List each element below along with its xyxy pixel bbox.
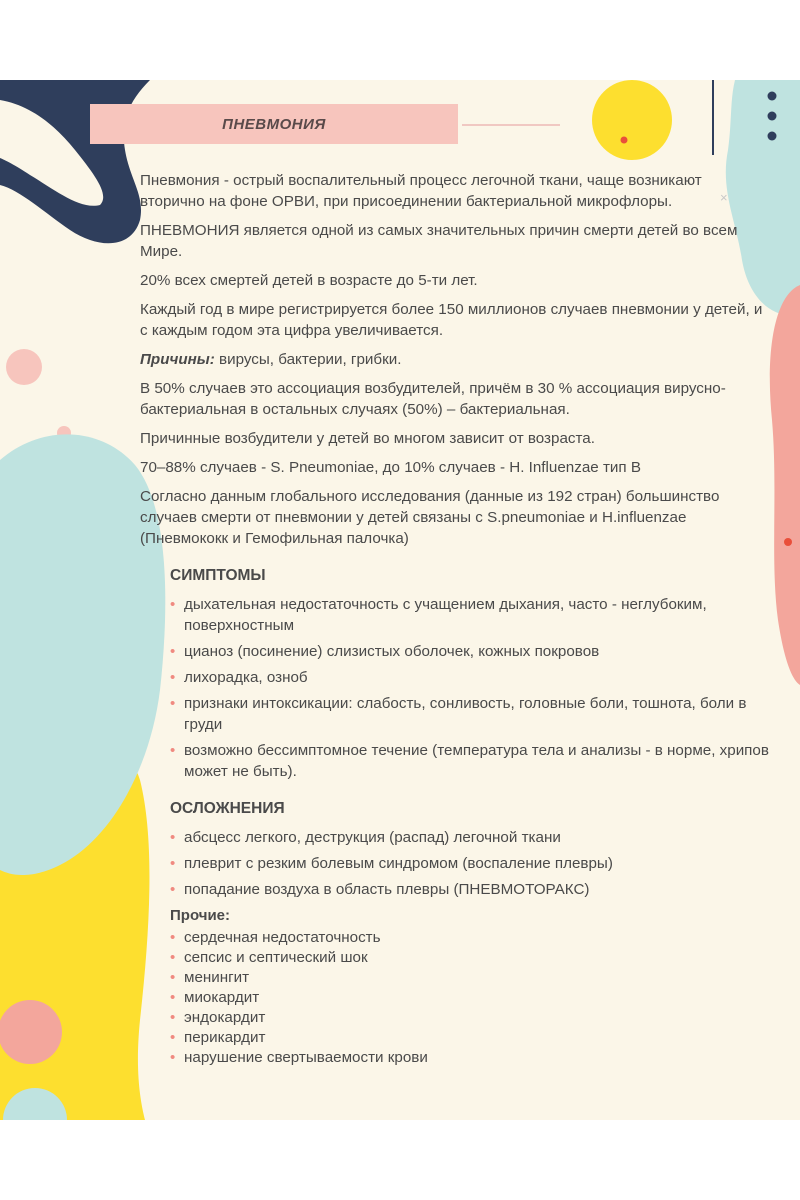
list-item: • нарушение свертываемости крови xyxy=(170,1048,770,1068)
pink-blob-right xyxy=(770,285,800,685)
title-banner xyxy=(90,104,458,144)
causes-text: вирусы, бактерии, грибки. xyxy=(214,351,402,368)
paragraph: Согласно данным глобального исследования (данные из 192 стран) большинство случаев смерти от пневмонии у детей связаны с S.pneumoniae и H.influenzae (Пневмококк и Гемофильная палочка) xyxy=(140,488,720,547)
cross-mark: × xyxy=(720,190,728,205)
list-item: • лихорадка, озноб xyxy=(170,667,770,688)
list-item: • перикардит xyxy=(170,1028,770,1048)
symptoms-heading: СИМПТОМЫ xyxy=(170,567,266,584)
symptoms-list xyxy=(170,594,770,782)
other-complications-list xyxy=(170,928,770,1068)
list-item: • абсцесс легкого, деструкция (распад) легочной ткани xyxy=(170,827,770,848)
causes-paragraph xyxy=(140,349,770,370)
poster xyxy=(0,80,800,1120)
list-item: • миокардит xyxy=(170,988,770,1008)
list-item: • сепсис и септический шок xyxy=(170,948,770,968)
navy-dot-2 xyxy=(768,112,777,121)
paragraph: ПНЕВМОНИЯ является одной из самых значительных причин смерти детей во всем Мире. xyxy=(140,222,738,260)
list-item: • эндокардит xyxy=(170,1008,770,1028)
causes-lead: Причины: xyxy=(140,351,215,368)
complications-heading: ОСЛОЖНЕНИЯ xyxy=(170,800,285,817)
vertical-line xyxy=(712,80,714,155)
paragraph: Пневмония - острый воспалительный процесс легочной ткани, чаще возникают вторично на фоне ОРВИ, при присоединении бактериальной микрофлоры. xyxy=(140,172,702,210)
red-dot-right xyxy=(784,538,792,546)
list-item: • сердечная недостаточность xyxy=(170,928,770,948)
paragraph: В 50% случаев это ассоциация возбудителей, причём в 30 % ассоциация вирусно-бактериальная в остальных случаях (50%) – бактериальная. xyxy=(140,380,726,418)
list-item: • цианоз (посинение) слизистых оболочек, кожных покровов xyxy=(170,641,770,662)
list-item: • возможно бессимптомное течение (температура тела и анализы - в норме, хрипов может не быть). xyxy=(170,740,770,782)
yellow-circle xyxy=(592,80,672,160)
paragraph: 20% всех смертей детей в возрасте до 5-ти лет. xyxy=(140,272,478,289)
title-underline xyxy=(462,124,560,126)
navy-dot-1 xyxy=(768,92,777,101)
list-item: • плеврит с резким болевым синдромом (воспаление плевры) xyxy=(170,853,770,874)
navy-dot-3 xyxy=(768,132,777,141)
list-item: • дыхательная недостаточность с учащением дыхания, часто - неглубоким, поверхностным xyxy=(170,594,770,636)
red-dot-yellow xyxy=(621,137,628,144)
other-heading: Прочие: xyxy=(170,907,230,924)
paragraph: Причинные возбудители у детей во многом зависит от возраста. xyxy=(140,430,595,447)
article-body xyxy=(140,170,770,1068)
list-item: • попадание воздуха в область плевры (ПНЕВМОТОРАКС) xyxy=(170,879,770,900)
paragraph: 70–88% случаев - S. Pneumoniae, до 10% случаев - H. Influenzae тип В xyxy=(140,459,641,476)
complications-list xyxy=(170,827,770,900)
list-item: • признаки интоксикации: слабость, сонливость, головные боли, тошнота, боли в груди xyxy=(170,693,770,735)
page-title: ПНЕВМОНИЯ xyxy=(222,115,326,133)
list-item: • менингит xyxy=(170,968,770,988)
pink-circle-bottom xyxy=(0,1000,62,1064)
paragraph: Каждый год в мире регистрируется более 150 миллионов случаев пневмонии у детей, и с каждым годом эта цифра увеличивается. xyxy=(140,301,763,339)
pink-circle-left xyxy=(6,349,42,385)
